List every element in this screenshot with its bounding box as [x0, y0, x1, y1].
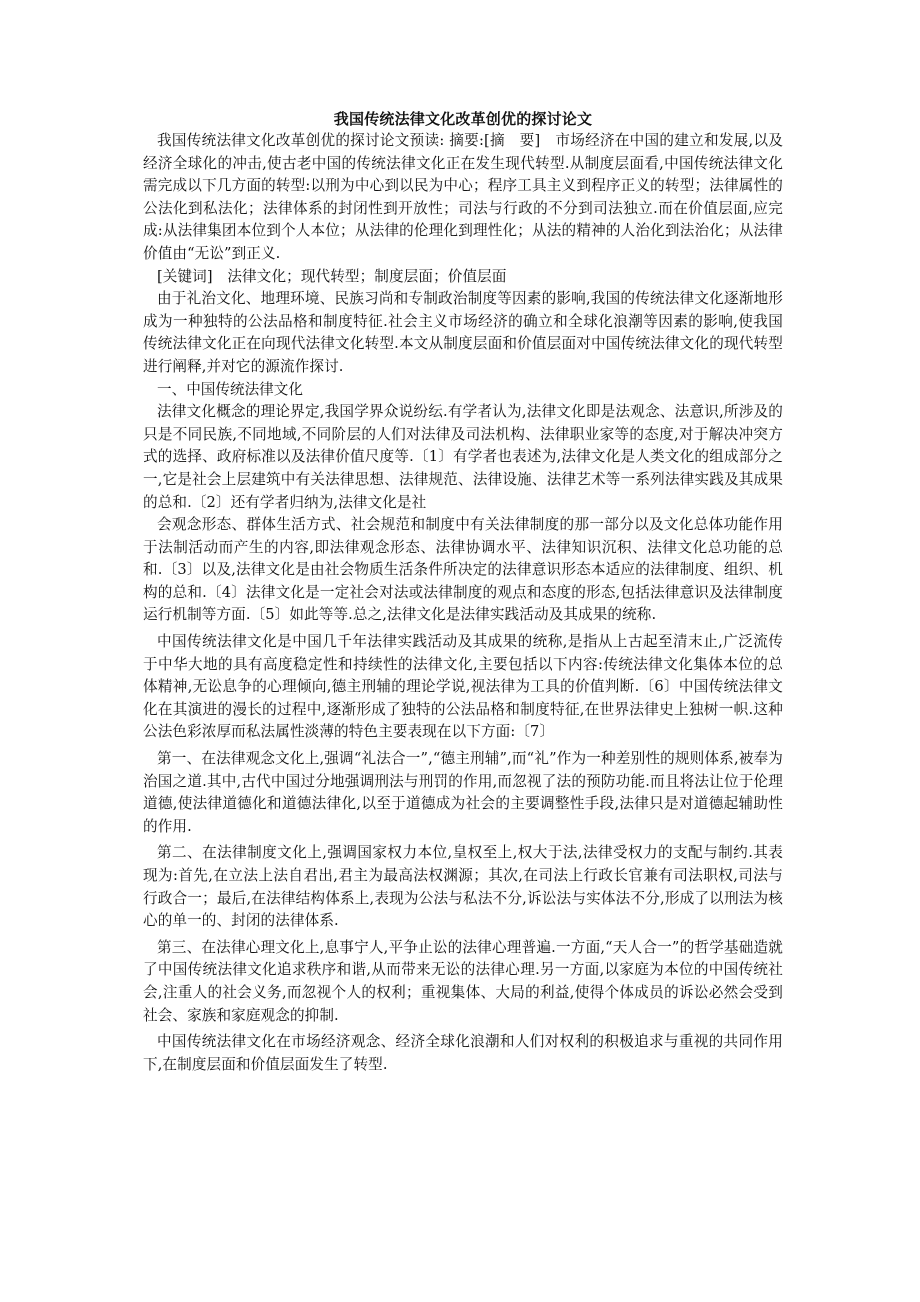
body-paragraph: 会观念形态、群体生活方式、社会规范和制度中有关法律制度的那一部分以及文化总体功能作用于法制活动而产生的内容,即法律观念形态、法律协调水平、法律知识沉积、法律文化总功能的总和.〔3〕以及,法律文化是由社会物质生活条件所决定的法律意识形态本适应的法律制度、组织、机构的总和.〔4〕法律文化是一定社会对法或法律制度的观点和态度的形态,包括法律意识及法律制度运行机制等方面.〔5〕如此等等.总之,法律文化是法律实践活动及其成果的统称. [143, 516, 783, 624]
body-paragraph: 第一、在法律观念文化上,强调“礼法合一”,“德主刑辅”,而“礼”作为一种差别性的规则体系,被奉为治国之道.其中,古代中国过分地强调刑法与刑罚的作用,而忽视了法的预防功能.而且将法让位于伦理道德,使法律道德化和道德法律化,以至于道德成为社会的主要调整性手段,法律只是对道德起辅助性的作用. [143, 750, 783, 835]
body-paragraph: 第二、在法律制度文化上,强调国家权力本位,皇权至上,权大于法,法律受权力的支配与制约.其表现为:首先,在立法上法自君出,君主为最高法权渊源；其次,在司法上行政长官兼有司法职权,司法与行政合一；最后,在法律结构体系上,表现为公法与私法不分,诉讼法与实体法不分,形成了以刑法为核心的单一的、封闭的法律体系. [143, 844, 783, 930]
body-paragraph: 第三、在法律心理文化上,息事宁人,平争止讼的法律心理普遍.一方面,“天人合一”的哲学基础造就了中国传统法律文化追求秩序和谐,从而带来无讼的法律心理.另一方面,以家庭为本位的中国传统社会,注重人的社会义务,而忽视个人的权利；重视集体、大局的利益,使得个体成员的诉讼必然会受到社会、家族和家庭观念的抑制. [143, 938, 783, 1024]
document-title: 我国传统法律文化改革创优的探讨论文 [333, 110, 593, 128]
keywords-paragraph: [关键词] 法律文化；现代转型；制度层面；价值层面 [157, 267, 507, 285]
body-paragraph: 法律文化概念的理论界定,我国学界众说纷纭.有学者认为,法律文化即是法观念、法意识,所涉及的只是不同民族,不同地域,不同阶层的人们对法律及司法机构、法律职业家等的态度,对于解决冲突方式的选择、政府标准以及法律价值尺度等.〔1〕有学者也表述为,法律文化是人类文化的组成部分之一,它是社会上层建筑中有关法律思想、法律规范、法律设施、法律艺术等一系列法律实践及其成果的总和.〔2〕还有学者归纳为,法律文化是社 [143, 403, 783, 511]
abstract-paragraph: 我国传统法律文化改革创优的探讨论文预读: 摘要:[摘 要] 市场经济在中国的建立和发展,以及经济全球化的冲击,使古老中国的传统法律文化正在发生现代转型.从制度层面看,中国传统法律文化需完成以下几方面的转型:以刑为中心到以民为中心；程序工具主义到程序正义的转型；法律属性的公法化到私法化；法律体系的封闭性到开放性；司法与行政的不分到司法独立.而在价值层面,应完成:从法律集团本位到个人本位；从法律的伦理化到理性化；从法的精神的人治化到法治化；从法律价值由“无讼”到正义. [143, 132, 783, 262]
body-paragraph: 中国传统法律文化在市场经济观念、经济全球化浪潮和人们对权利的积极追求与重视的共同作用下,在制度层面和价值层面发生了转型. [143, 1033, 783, 1073]
section-heading-1: 一、中国传统法律文化 [157, 380, 303, 398]
document-page [143, 108, 783, 1076]
body-paragraph: 中国传统法律文化是中国几千年法律实践活动及其成果的统称,是指从上古起至清末止,广泛流传于中华大地的具有高度稳定性和持续性的法律文化,主要包括以下内容:传统法律文化集体本位的总体精神,无讼息争的心理倾向,德主刑辅的理论学说,视法律为工具的价值判断.〔6〕中国传统法律文化在其演进的漫长的过程中,逐渐形成了独特的公法品格和制度特征,在世界法律史上独树一帜.这种公法色彩浓厚而私法属性淡薄的特色主要表现在以下方面:〔7〕 [143, 633, 783, 741]
intro-paragraph: 由于礼治文化、地理环境、民族习尚和专制政治制度等因素的影响,我国的传统法律文化逐渐地形成为一种独特的公法品格和制度特征.社会主义市场经济的确立和全球化浪潮等因素的影响,使我国传统法律文化正在向现代法律文化转型.本文从制度层面和价值层面对中国传统法律文化的现代转型进行阐释,并对它的源流作探讨. [143, 290, 783, 375]
